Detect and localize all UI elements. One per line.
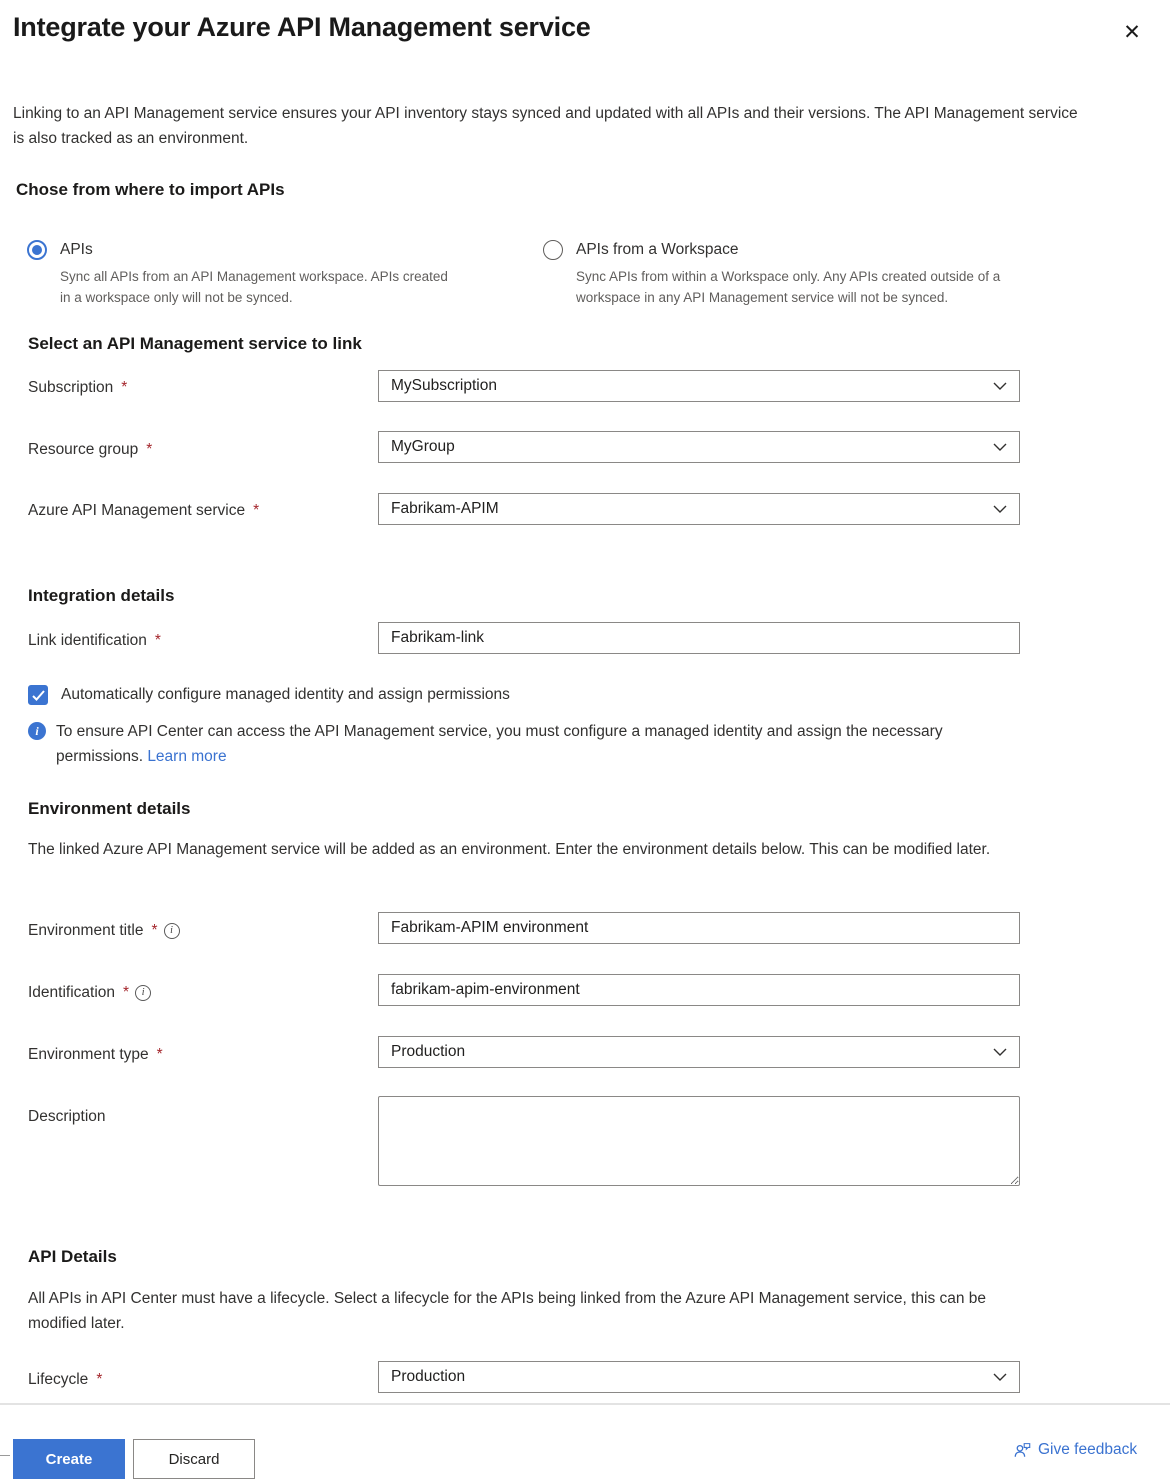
radio-option-description: Sync APIs from within a Workspace only. Any APIs created outside of a workspace in any API Management service will not be synced.	[576, 269, 1001, 305]
identification-input[interactable]	[391, 981, 1007, 999]
close-icon: ✕	[1123, 20, 1141, 44]
api-details-description: All APIs in API Center must have a lifecycle. Select a lifecycle for the APIs being linked from the Azure API Management service, this can be modified later.	[28, 1290, 987, 1332]
dropdown-value: MyGroup	[391, 438, 455, 455]
info-icon: i	[28, 722, 46, 740]
label-text: Identification	[28, 984, 116, 1001]
subscription-dropdown[interactable]	[378, 370, 1020, 402]
required-asterisk: *	[151, 922, 158, 939]
label-text: Environment title	[28, 922, 144, 939]
environment-title-input[interactable]	[391, 919, 1007, 937]
feedback-icon	[1014, 1442, 1031, 1458]
radio-option-label: APIs from a Workspace	[576, 241, 739, 258]
required-asterisk: *	[121, 379, 128, 396]
managed-identity-checkbox-row[interactable]	[28, 685, 510, 705]
learn-more-link[interactable]: Learn more	[147, 748, 227, 765]
give-feedback-link[interactable]	[1014, 1441, 1137, 1459]
link-identification-input[interactable]	[391, 629, 1007, 647]
description-textarea[interactable]	[378, 1096, 1020, 1186]
dropdown-value: Production	[391, 1368, 466, 1385]
dropdown-value: MySubscription	[391, 377, 497, 394]
radio-button-icon[interactable]	[543, 240, 563, 260]
identification-input-wrap	[378, 974, 1020, 1006]
identification-label	[28, 984, 151, 1002]
checkbox-checked-icon[interactable]	[28, 685, 48, 705]
chevron-down-icon	[993, 381, 1007, 391]
radio-option-apis[interactable]	[27, 238, 497, 308]
chevron-down-icon	[993, 1372, 1007, 1382]
apim-service-dropdown[interactable]	[378, 493, 1020, 525]
discard-button[interactable]: Discard	[133, 1439, 255, 1479]
info-text	[56, 719, 1003, 769]
resource-group-dropdown[interactable]	[378, 431, 1020, 463]
apim-service-label	[28, 502, 259, 520]
description-label	[28, 1108, 106, 1126]
dropdown-value: Production	[391, 1043, 466, 1060]
environment-type-label	[28, 1046, 163, 1064]
import-section-heading: Chose from where to import APIs	[16, 180, 285, 199]
radio-option-description: Sync all APIs from an API Management workspace. APIs created in a workspace only will not be synced.	[60, 269, 448, 305]
resize-handle-mark	[0, 1455, 10, 1456]
environment-section-heading: Environment details	[28, 799, 191, 818]
radio-button-icon[interactable]	[27, 240, 47, 260]
info-icon[interactable]: i	[135, 985, 151, 1001]
required-asterisk: *	[253, 502, 260, 519]
environment-title-label	[28, 922, 180, 940]
footer-divider	[0, 1403, 1170, 1405]
label-text: Lifecycle	[28, 1371, 89, 1388]
create-button[interactable]: Create	[13, 1439, 125, 1479]
chevron-down-icon	[993, 1047, 1007, 1057]
lifecycle-dropdown[interactable]	[378, 1361, 1020, 1393]
resource-group-label	[28, 441, 152, 459]
checkmark-icon	[32, 690, 45, 701]
label-text: Environment type	[28, 1046, 149, 1063]
dropdown-value: Fabrikam-APIM	[391, 500, 499, 517]
checkbox-label: Automatically configure managed identity and assign permissions	[61, 686, 510, 703]
link-identification-input-wrap	[378, 622, 1020, 654]
info-note	[28, 719, 1003, 769]
radio-option-apis-workspace[interactable]	[543, 238, 1023, 308]
page-title: Integrate your Azure API Management service	[13, 12, 591, 42]
environment-title-input-wrap	[378, 912, 1020, 944]
close-button[interactable]	[1116, 16, 1148, 48]
label-text: Azure API Management service	[28, 502, 246, 519]
label-text: Description	[28, 1108, 106, 1125]
service-section-heading: Select an API Management service to link	[28, 334, 362, 353]
info-icon[interactable]: i	[164, 923, 180, 939]
integration-section-heading: Integration details	[28, 586, 175, 605]
required-asterisk: *	[154, 632, 161, 649]
link-identification-label	[28, 632, 161, 650]
info-text-body: To ensure API Center can access the API Management service, you must configure a managed identity and assign the necessary permissions.	[56, 723, 943, 765]
give-feedback-label: Give feedback	[1038, 1441, 1138, 1458]
required-asterisk: *	[123, 984, 130, 1001]
chevron-down-icon	[993, 442, 1007, 452]
lifecycle-label	[28, 1371, 102, 1389]
label-text: Link identification	[28, 632, 147, 649]
environment-section-description: The linked Azure API Management service will be added as an environment. Enter the environment details below. This can be modified later.	[28, 841, 991, 858]
radio-option-label: APIs	[60, 241, 93, 258]
subscription-label	[28, 379, 127, 397]
label-text: Subscription	[28, 379, 114, 396]
required-asterisk: *	[96, 1371, 103, 1388]
required-asterisk: *	[146, 441, 153, 458]
required-asterisk: *	[156, 1046, 163, 1063]
intro-text: Linking to an API Management service ensures your API inventory stays synced and updated with all APIs and their versions. The API Management service is also tracked as an environment.	[13, 105, 1078, 147]
label-text: Resource group	[28, 441, 139, 458]
chevron-down-icon	[993, 504, 1007, 514]
api-details-heading: API Details	[28, 1247, 117, 1266]
environment-type-dropdown[interactable]	[378, 1036, 1020, 1068]
